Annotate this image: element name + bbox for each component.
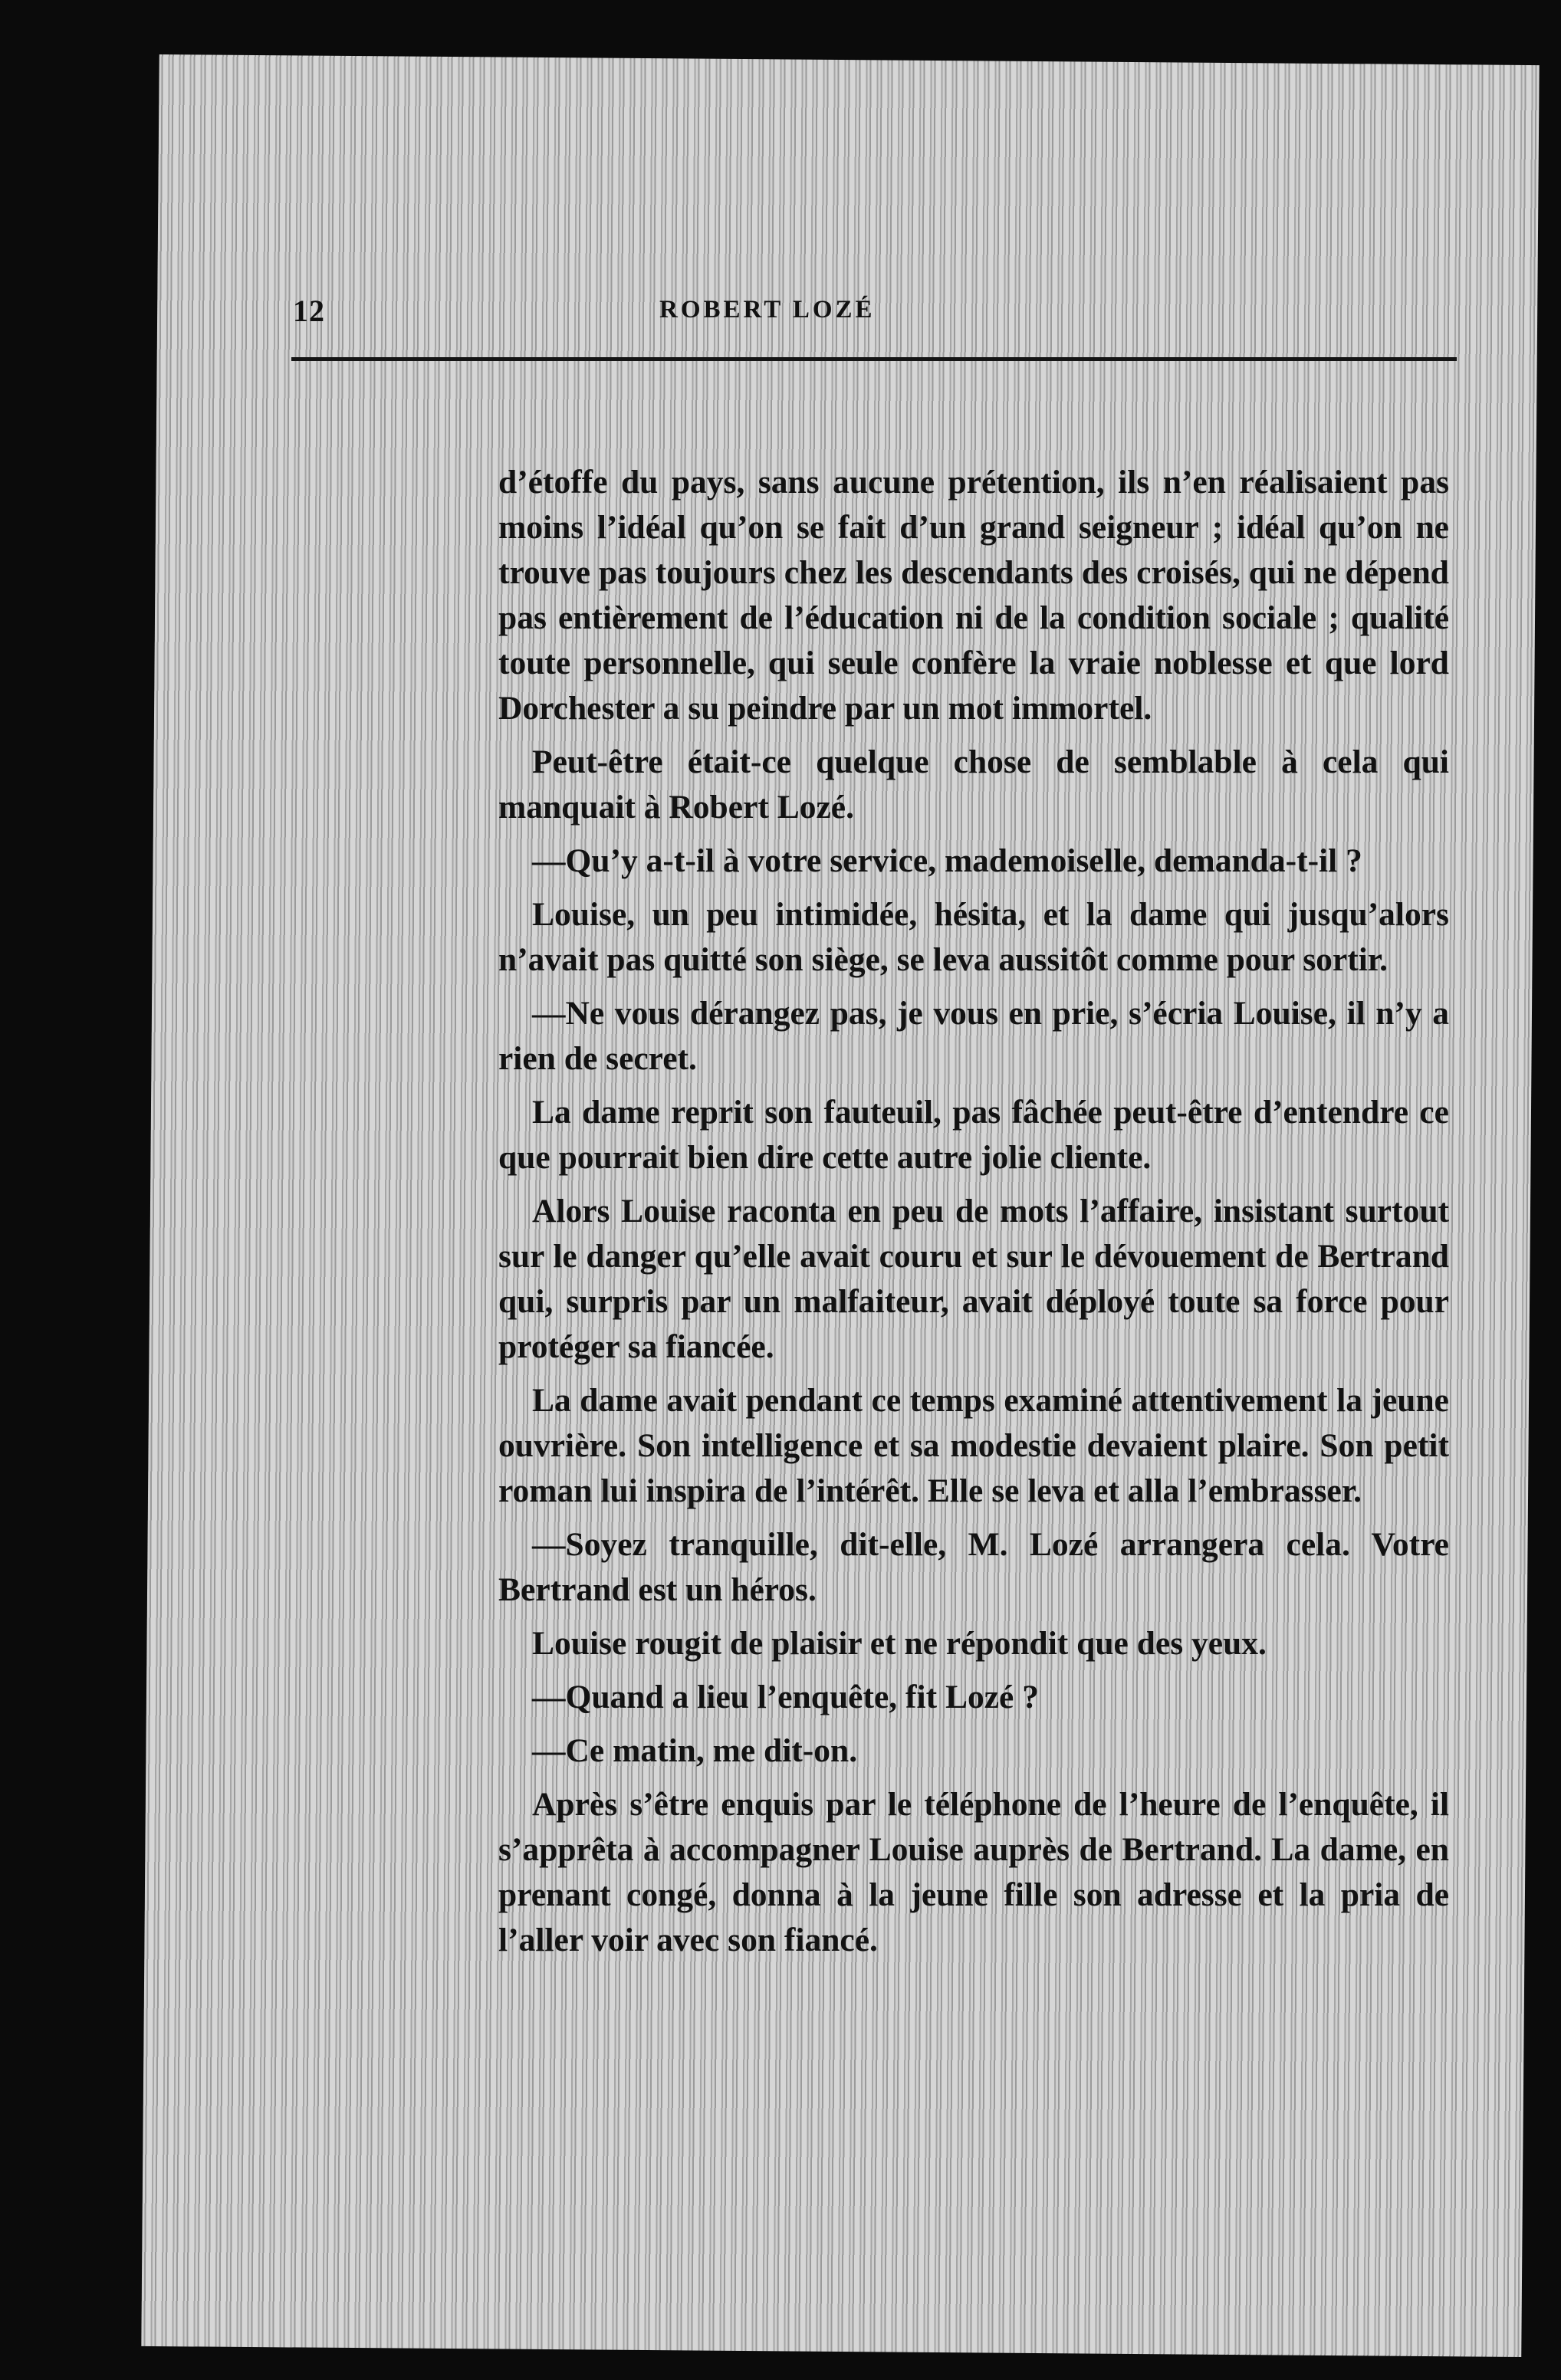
- paragraph: Alors Louise raconta en peu de mots l’affaire, insistant surtout sur le danger qu’elle avait couru et sur le dévouement de Bertrand qui, surpris par un malfaiteur, avait déployé toute sa force pour protéger sa fiancée.: [498, 1193, 1449, 1365]
- paragraph: Peut-être était-ce quelque chose de semblable à cela qui manquait à Robert Lozé.: [498, 744, 1449, 826]
- body-text: [498, 460, 1449, 1971]
- running-title: ROBERT LOZÉ: [659, 296, 876, 323]
- paragraph: La dame reprit son fauteuil, pas fâchée peut-être d’entendre ce que pourrait bien dire cette autre jolie cliente.: [498, 1094, 1449, 1176]
- page-number: 12: [293, 294, 325, 328]
- running-head: [0, 293, 1561, 339]
- paragraph: —Ne vous dérangez pas, je vous en prie, s’écria Louise, il n’y a rien de secret.: [498, 995, 1449, 1077]
- paragraph: —Soyez tranquille, dit-elle, M. Lozé arrangera cela. Votre Bertrand est un héros.: [498, 1526, 1449, 1608]
- paragraph: Louise, un peu intimidée, hésita, et la dame qui jusqu’alors n’avait pas quitté son siège, se leva aussitôt comme pour sortir.: [498, 896, 1449, 978]
- paragraph: —Ce matin, me dit-on.: [532, 1732, 858, 1769]
- paragraph: La dame avait pendant ce temps examiné attentivement la jeune ouvrière. Son intelligence et sa modestie devaient plaire. Son petit roman lui inspira de l’intérêt. Elle se leva et alla l’embrasser.: [498, 1382, 1449, 1509]
- paragraph: d’étoffe du pays, sans aucune prétention, ils n’en réalisaient pas moins l’idéal qu’on se fait d’un grand seigneur ; idéal qu’on ne trouve pas toujours chez les descendants des croisés, qui ne dépend pas entièrement de l’éducation ni de la condition sociale ; qualité toute personnelle, qui seule confère la vraie noblesse et que lord Dorchester a su peindre par un mot immortel.: [498, 464, 1449, 727]
- paragraph: Louise rougit de plaisir et ne répondit que des yeux.: [532, 1625, 1267, 1662]
- paragraph: —Quand a lieu l’enquête, fit Lozé ?: [532, 1679, 1039, 1715]
- header-rule: [291, 357, 1457, 361]
- paragraph: —Qu’y a-t-il à votre service, mademoiselle, demanda-t-il ?: [532, 842, 1362, 879]
- paragraph: Après s’être enquis par le téléphone de l’heure de l’enquête, il s’apprêta à accompagner Louise auprès de Bertrand. La dame, en prenant congé, donna à la jeune fille son adresse et la pria de l’aller voir avec son fiancé.: [498, 1786, 1449, 1958]
